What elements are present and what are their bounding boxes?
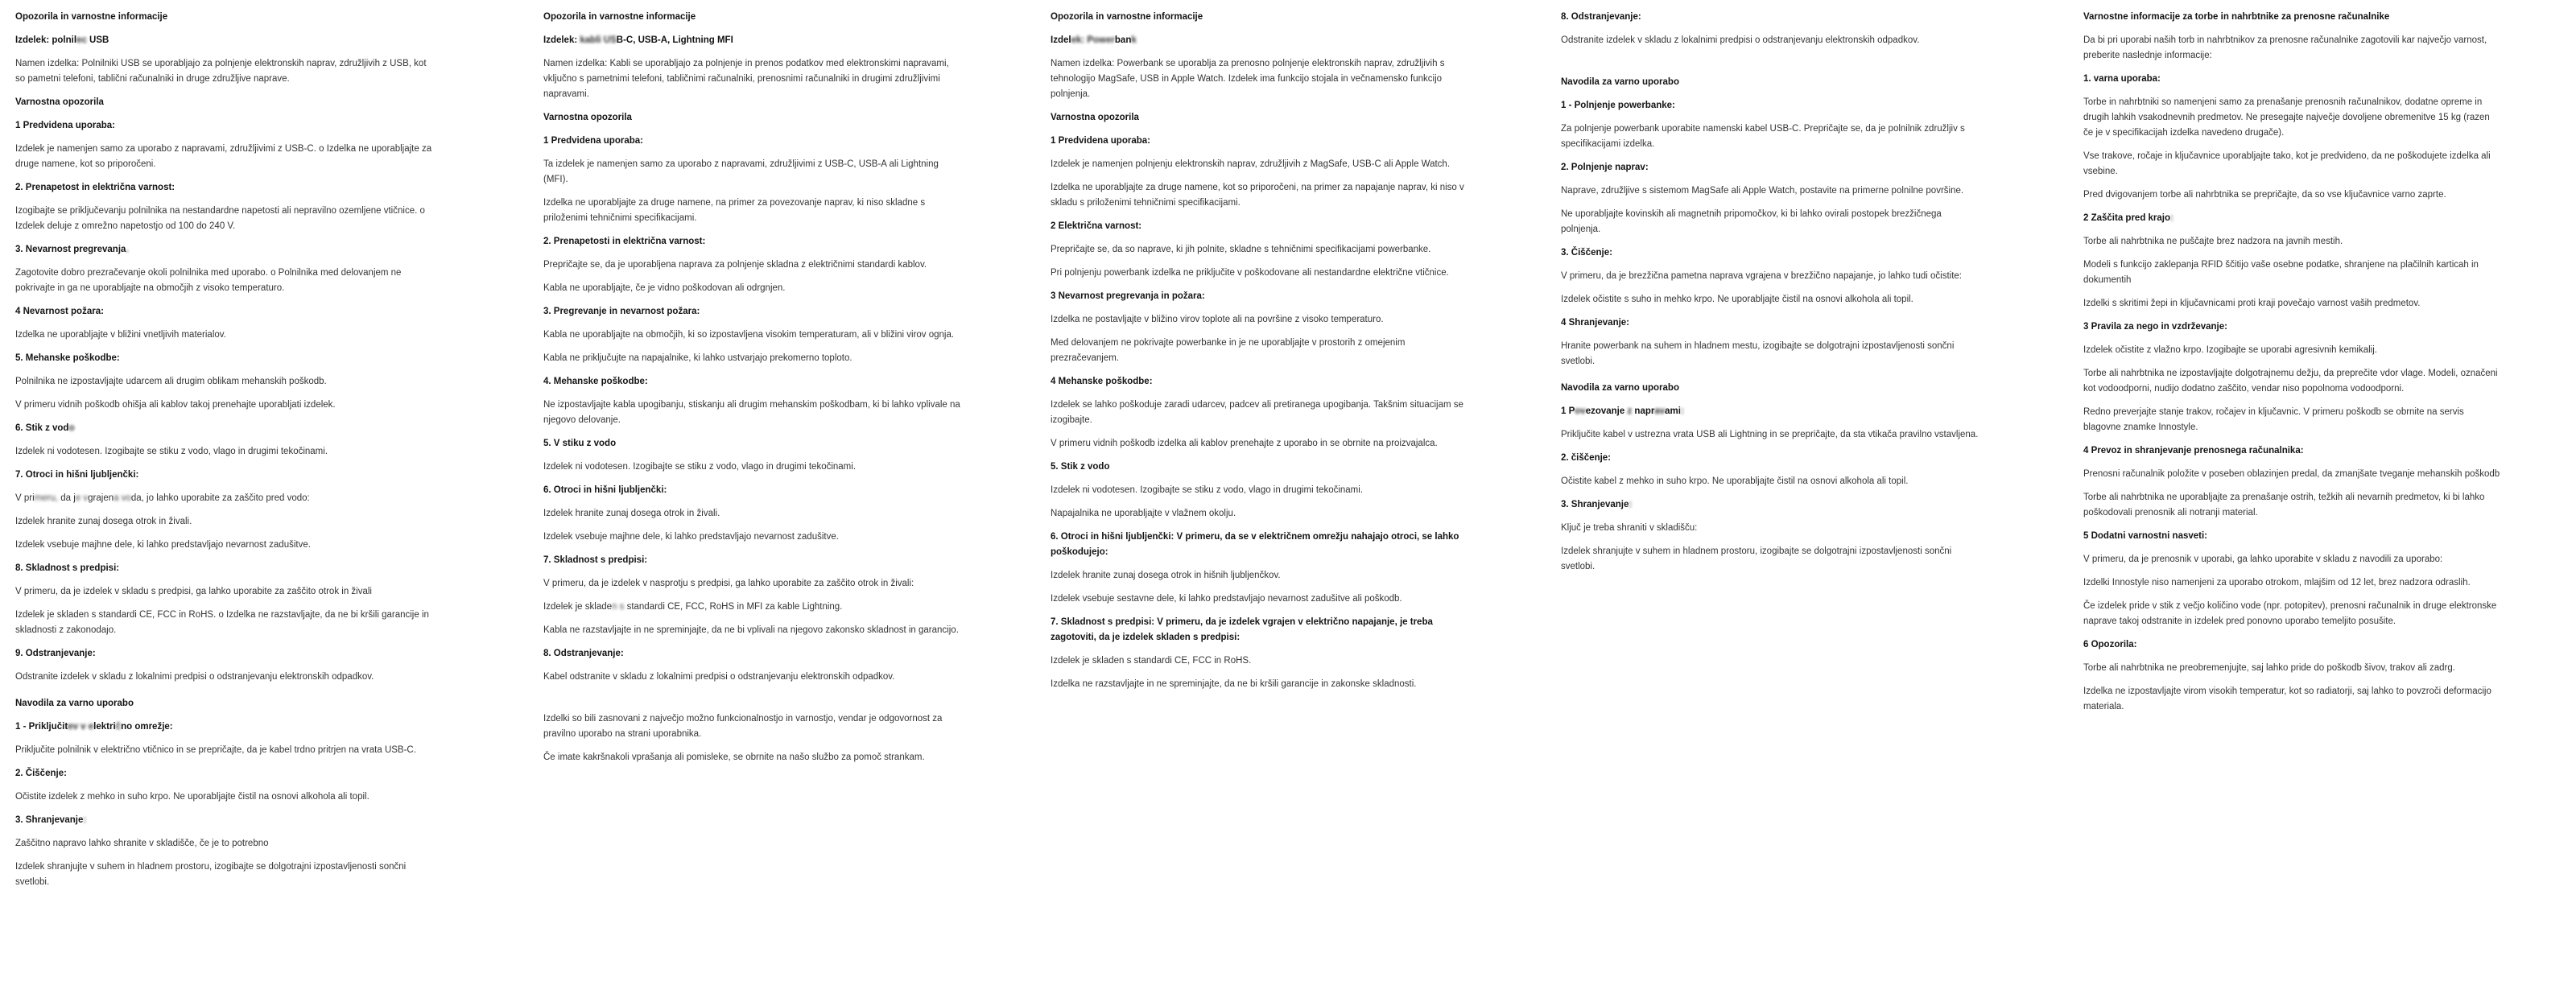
section-heading: [15, 813, 434, 828]
paragraph: Torbe ali nahrbtnika ne izpostavljajte dolgotrajnemu dežju, da preprečite vdor vlage. Modeli, označeni kot vodoodporni, nudijo dodatno zaščito, vendar niso popolnoma vodoodporni.: [2083, 369, 2498, 394]
blurred-text: ek: Pow: [1071, 35, 1107, 45]
blurred-text: :: [83, 815, 87, 825]
paragraph: Očistite izdelek z mehko in suho krpo. Ne uporabljajte čistil na osnovi alkohola ali topil.: [15, 792, 369, 802]
paragraph: Izdelki s skritimi žepi in ključavnicami proti kraji povečajo varnost vaših predmetov.: [2083, 299, 2421, 308]
section-heading: 2. Čiščenje:: [15, 769, 67, 778]
paragraph: Izdelki Innostyle niso namenjeni za uporabo otrokom, mlajšim od 12 let, brez nadzora odraslih.: [2083, 578, 2471, 588]
paragraph: Zaščitno napravo lahko shranite v skladišče, če je to potrebno: [15, 839, 269, 848]
paragraph: Izogibajte se priključevanju polnilnika na nestandardne napetosti ali nepravilno ozemljene vtičnice. o Izdelek deluje z omrežno napetostjo od 100 do 240 V.: [15, 206, 425, 231]
section-heading: 4 Mehanske poškodbe:: [1051, 377, 1153, 386]
paragraph: Med delovanjem ne pokrivajte powerbanke in je ne uporabljajte v prostorih z omejenim prezračevanjem.: [1051, 338, 1406, 363]
blurred-text: e v: [75, 493, 89, 503]
paragraph: Priključite polnilnik v električno vtičnico in se prepričajte, da je kabel trdno pritrjen na vrata USB-C.: [15, 745, 416, 755]
blurred-text: a vo: [114, 493, 131, 503]
section-heading: 4 Shranjevanje:: [1561, 318, 1630, 328]
text-segment: da, jo lahko uporabite za zaščito pred vodo:: [130, 493, 310, 503]
paragraph: Namen izdelka: Polnilniki USB se uporabljajo za polnjenje elektronskih naprav, združljivih z USB, kot so pametni telefoni, tablični računalniki in druge združljive naprave.: [15, 59, 427, 84]
section-heading: 1. varna uporaba:: [2083, 74, 2161, 84]
section-heading: Navodila za varno uporabo: [1561, 77, 1679, 87]
text-segment: 3. Nevarnost pregrevanja: [15, 245, 126, 254]
paragraph: V primeru, da je prenosnik v uporabi, ga lahko uporabite v skladu z navodili za uporabo:: [2083, 555, 2443, 564]
section-heading: 9. Odstranjevanje:: [15, 649, 96, 658]
paragraph: Izdelka ne uporabljajte v bližini vnetljivih materialov.: [15, 330, 226, 340]
section-heading: 3. Čiščenje:: [1561, 248, 1612, 258]
paragraph: Izdelki so bili zasnovani z največjo možno funkcionalnostjo in varnostjo, vendar je odgovornost za pravilno uporabo na strani uporabnika.: [543, 714, 943, 739]
section-heading: Varnostna opozorila: [15, 97, 104, 107]
column-usb-charger: [15, 10, 434, 898]
paragraph: Namen izdelka: Powerbank se uporablja za prenosno polnjenje elektronskih naprav, združljivih s tehnologijo MagSafe, USB in Apple Watch. Izdelek ima funkcijo stojala in večnamensko funkcijo polnjenja.: [1051, 59, 1445, 99]
paragraph: Hranite powerbank na suhem in hladnem mestu, izogibajte se dolgotrajni izpostavljenosti sončni svetlobi.: [1561, 341, 1955, 366]
section-heading: 3 Pravila za nego in vzdrževanje:: [2083, 322, 2227, 332]
paragraph: Kabel odstranite v skladu z lokalnimi predpisi o odstranjevanju elektronskih odpadkov.: [543, 672, 895, 682]
blurred-text: ev v e: [68, 722, 94, 732]
section-heading: [2083, 211, 2502, 226]
section-heading: 1 - Polnjenje powerbanke:: [1561, 101, 1675, 110]
paragraph: Odstranite izdelek v skladu z lokalnimi predpisi o odstranjevanju elektronskih odpadkov.: [1561, 35, 1920, 45]
blurred-text: z: [1627, 406, 1633, 416]
section-heading: 1 Predvidena uporaba:: [1051, 136, 1150, 146]
paragraph: Izdelka ne razstavljajte in ne spreminjajte, da ne bi kršili garancije in zakonske skladnosti.: [1051, 679, 1417, 689]
section-heading: 2 Električna varnost:: [1051, 221, 1142, 231]
section-heading: 3 Nevarnost pregrevanja in požara:: [1051, 291, 1205, 301]
section-heading: 2. Prenapetost in električna varnost:: [15, 183, 175, 192]
paragraph: Ta izdelek je namenjen samo za uporabo z napravami, združljivimi z USB-C, USB-A ali Lightning (MFI).: [543, 159, 939, 184]
text-segment: Izdel: [1051, 35, 1071, 45]
section-heading: [15, 719, 434, 735]
section-heading: 2. čiščenje:: [1561, 453, 1612, 463]
paragraph: Izdelek shranjujte v suhem in hladnem prostoru, izogibajte se dolgotrajni izpostavljenosti sončni svetlobi.: [15, 862, 407, 887]
text-segment: V pri: [15, 493, 35, 503]
paragraph: Izdelek je skladen s standardi CE, FCC in RoHS.: [1051, 656, 1252, 666]
paragraph: Izdelek ni vodotesen. Izogibajte se stiku z vodo, vlago in drugimi tekočinami.: [15, 447, 328, 456]
text-segment: ezovanje: [1585, 406, 1628, 416]
paragraph: Izdelek očistite s suho in mehko krpo. Ne uporabljajte čistil na osnovi alkohola ali topil.: [1561, 295, 1913, 304]
text-segment: Izdelek:: [543, 35, 580, 45]
section-heading: 5. V stiku z vodo: [543, 439, 617, 448]
paragraph: Izdelek hranite zunaj dosega otrok in hišnih ljubljenčkov.: [1051, 571, 1281, 580]
section-heading: 2. Prenapetosti in električna varnost:: [543, 237, 706, 246]
paragraph: Izdelek očistite z vlažno krpo. Izogibajte se uporabi agresivnih kemikalij.: [2083, 345, 2377, 355]
paragraph: Očistite kabel z mehko in suho krpo. Ne uporabljajte čistil na osnovi alkohola ali topil.: [1561, 476, 1909, 486]
paragraph: Ne uporabljajte kovinskih ali magnetnih pripomočkov, ki bi lahko ovirali postopek brezžičnega polnjenja.: [1561, 209, 1942, 234]
section-heading: 5. Stik z vodo: [1051, 462, 1110, 472]
paragraph: Izdelek je namenjen polnjenju elektronskih naprav, združljivih z MagSafe, USB-C ali Apple Watch.: [1051, 159, 1451, 169]
paragraph: Prenosni računalnik položite v poseben oblazinjen predal, da zmanjšate tveganje mehanskih poškodb: [2083, 469, 2500, 479]
paragraph: Polnilnika ne izpostavljajte udarcem ali drugim oblikam mehanskih poškodb.: [15, 377, 327, 386]
paragraph: Ključ je treba shraniti v skladišču:: [1561, 523, 1698, 533]
section-heading: 1 Predvidena uporaba:: [15, 121, 115, 130]
section-heading: [1561, 404, 1979, 419]
paragraph: [543, 600, 962, 615]
text-segment: 2 Zaščita pred krajo: [2083, 213, 2171, 223]
text-segment: standardi CE, FCC, RoHS in MFI za kable Lightning.: [624, 602, 843, 612]
section-heading: [1561, 497, 1979, 513]
paragraph: Torbe ali nahrbtnika ne preobremenjujte, saj lahko pride do poškodb šivov, trakov ali zadrg.: [2083, 663, 2455, 673]
text-segment: 3. Shranjevanje: [1561, 500, 1629, 509]
text-segment: 6. Stik z vod: [15, 423, 69, 433]
text-segment: ami: [1665, 406, 1681, 416]
paragraph: Pri polnjenju powerbank izdelka ne priključite v poškodovane ali nestandardne električne vtičnice.: [1051, 268, 1449, 278]
blurred-text: o: [68, 423, 75, 433]
blurred-text: :: [1680, 406, 1684, 416]
text-segment: ban: [1114, 35, 1132, 45]
section-heading: 4. Mehanske poškodbe:: [543, 377, 648, 386]
paragraph: Izdelka ne uporabljajte za druge namene, na primer za povezovanje naprav, ki niso skladne s priloženimi tehničnimi specifikacijami.: [543, 198, 926, 223]
section-heading: [15, 242, 434, 258]
text-segment: Izdelek: polnil: [15, 35, 77, 45]
paragraph: Prepričajte se, da so naprave, ki jih polnite, skladne s tehničnimi specifikacijami powerbanke.: [1051, 245, 1431, 254]
paragraph: Za polnjenje powerbank uporabite namenski kabel USB-C. Prepričajte se, da je polnilnik združljiv s specifikacijami izdelka.: [1561, 124, 1965, 149]
column-usage-instructions: [1561, 10, 1979, 583]
product-title: [15, 33, 434, 48]
section-heading: 5 Dodatni varnostni nasveti:: [2083, 531, 2208, 541]
text-segment: grajen: [88, 493, 114, 503]
text-segment: B-C, USB-A, Lightning MFI: [616, 35, 733, 45]
section-heading: 7. Skladnost s predpisi: V primeru, da je izdelek vgrajen v električno napajanje, je treba zagotoviti, da je izdelek skladen s predpisi:: [1051, 617, 1433, 642]
blurred-text: av: [1654, 406, 1666, 416]
blurred-text: ec: [76, 35, 87, 45]
text-segment: no omrežje:: [121, 722, 173, 732]
section-heading: 1 Predvidena uporaba:: [543, 136, 643, 146]
paragraph: Če imate kakršnakoli vprašanja ali pomisleke, se obrnite na našo službo za pomoč strankam.: [543, 752, 925, 762]
blurred-text: .: [126, 245, 129, 254]
paragraph: V primeru vidnih poškodb izdelka ali kablov prenehajte z uporabo in se obrnite na proizvajalca.: [1051, 439, 1438, 448]
column-cables: [543, 10, 962, 773]
paragraph: Izdelek je namenjen samo za uporabo z napravami, združljivimi z USB-C. o Izdelka ne uporabljajte za druge namene, kot so priporočeni.: [15, 144, 432, 169]
paragraph: V primeru, da je izdelek v skladu s predpisi, ga lahko uporabite za zaščito otrok in živali: [15, 587, 372, 596]
section-heading: 4 Nevarnost požara:: [15, 307, 104, 316]
blurred-text: k: [1131, 35, 1137, 45]
section-heading: Navodila za varno uporabo: [15, 699, 134, 708]
section-heading: 6. Otroci in hišni ljubljenčki:: [543, 485, 667, 495]
paragraph: Da bi pri uporabi naših torb in nahrbtnikov za prenosne računalnike zagotovili kar največjo varnost, preberite naslednje informacije:: [2083, 35, 2487, 60]
paragraph: Pred dvigovanjem torbe ali nahrbtnika se prepričajte, da so vse ključavnice varno zaprte.: [2083, 190, 2446, 200]
paragraph: Izdelek shranjujte v suhem in hladnem prostoru, izogibajte se dolgotrajni izpostavljenosti sončni svetlobi.: [1561, 546, 1952, 571]
product-title: [1051, 33, 1469, 48]
blurred-text: kabli US: [580, 35, 617, 45]
paragraph: Izdelek ni vodotesen. Izogibajte se stiku z vodo, vlago in drugimi tekočinami.: [543, 462, 857, 472]
section-heading: 7. Skladnost s predpisi:: [543, 555, 648, 565]
paragraph: Če izdelek pride v stik z večjo količino vode (npr. potopitev), prenosni računalnik in druge elektronske naprave takoj odstranite in izdelek pred ponovno uporabo temeljito posušite.: [2083, 601, 2497, 626]
section-heading: 4 Prevoz in shranjevanje prenosnega računalnika:: [2083, 446, 2304, 456]
section-heading: 2. Polnjenje naprav:: [1561, 163, 1649, 172]
section-heading: Varnostna opozorila: [543, 113, 632, 122]
paragraph: Kabla ne uporabljajte na območjih, ki so izpostavljena visokim temperaturam, ali v bližini virov ognja.: [543, 330, 955, 340]
paragraph: Namen izdelka: Kabli se uporabljajo za polnjenje in prenos podatkov med elektronskimi napravami, vključno s pametnimi telefoni, tabličnimi računalniki, prenosnimi računalniki in drugimi združljivimi napravami.: [543, 59, 949, 99]
text-segment: da j: [58, 493, 76, 503]
column-powerbank: [1051, 10, 1469, 700]
paragraph: Izdelek vsebuje sestavne dele, ki lahko predstavljajo nevarnost zadušitve ali poškodb.: [1051, 594, 1402, 604]
product-title: [543, 33, 962, 48]
paragraph: [15, 491, 434, 506]
doc-title: Varnostne informacije za torbe in nahrbtnike za prenosne računalnike: [2083, 12, 2390, 22]
paragraph: Izdelek je skladen s standardi CE, FCC in RoHS. o Izdelka ne razstavljajte, da ne bi kršili garancije in skladnosti z zakonodajo.: [15, 610, 429, 635]
paragraph: Ne izpostavljajte kabla upogibanju, stiskanju ali drugim mehanskim poškodbam, ki bi lahko vplivale na njegovo delovanje.: [543, 400, 960, 425]
section-heading: 8. Skladnost s predpisi:: [15, 563, 120, 573]
paragraph: Torbe in nahrbtniki so namenjeni samo za prenašanje prenosnih računalnikov, dodatne opreme in drugih lahkih vsakodnevnih predmetov. Ne presegajte največje dovoljene obremenitve 15 kg (razen če je v specifikacijah izdelka navedeno drugače).: [2083, 97, 2490, 138]
doc-title: Opozorila in varnostne informacije: [15, 12, 168, 22]
paragraph: Izdelek hranite zunaj dosega otrok in živali.: [15, 517, 192, 526]
text-segment: lektri: [93, 722, 116, 732]
paragraph: Izdelek hranite zunaj dosega otrok in živali.: [543, 509, 720, 518]
text-segment: napr: [1632, 406, 1655, 416]
paragraph: Kabla ne razstavljajte in ne spreminjajte, da ne bi vplivali na njegovo zakonsko skladnost in garancijo.: [543, 625, 959, 635]
paragraph: Kabla ne priključujte na napajalnike, ki lahko ustvarjajo prekomerno toploto.: [543, 353, 852, 363]
paragraph: Izdelek vsebuje majhne dele, ki lahko predstavljajo nevarnost zadušitve.: [15, 540, 311, 550]
blurred-text: ov: [1575, 406, 1586, 416]
text-segment: 1 P: [1561, 406, 1575, 416]
blurred-text: meru,: [34, 493, 59, 503]
section-heading: 3. Pregrevanje in nevarnost požara:: [543, 307, 700, 316]
paragraph: V primeru, da je izdelek v nasprotju s predpisi, ga lahko uporabite za zaščito otrok in živali:: [543, 579, 914, 588]
paragraph: Izdelek ni vodotesen. Izogibajte se stiku z vodo, vlago in drugimi tekočinami.: [1051, 485, 1364, 495]
blurred-text: č: [115, 722, 122, 732]
blurred-text: er: [1106, 35, 1115, 45]
section-heading: [15, 421, 434, 436]
paragraph: Modeli s funkcijo zaklepanja RFID ščitijo vaše osebne podatke, shranjene na plačilnih karticah in dokumentih: [2083, 260, 2479, 285]
paragraph: Torbe ali nahrbtnika ne uporabljajte za prenašanje ostrih, težkih ali nevarnih predmetov, ki bi lahko poškodovali prenosnik ali notranji material.: [2083, 493, 2485, 517]
section-heading: 8. Odstranjevanje:: [543, 649, 624, 658]
section-heading: 6. Otroci in hišni ljubljenčki: V primeru, da se v električnem omrežju nahajajo otroci, se lahko poškodujejo:: [1051, 532, 1459, 557]
section-heading: Navodila za varno uporabo: [1561, 383, 1679, 393]
paragraph: Priključite kabel v ustrezna vrata USB ali Lightning in se prepričajte, da sta vtikača pravilno vstavljena.: [1561, 430, 1979, 439]
paragraph: Izdelek se lahko poškoduje zaradi udarcev, padcev ali pretiranega upogibanja. Takšnim situacijam se izogibajte.: [1051, 400, 1463, 425]
paragraph: Odstranite izdelek v skladu z lokalnimi predpisi o odstranjevanju elektronskih odpadkov.: [15, 672, 374, 682]
text-segment: Izdelek je sklade: [543, 602, 613, 612]
blurred-text: n s: [612, 602, 625, 612]
paragraph: Redno preverjajte stanje trakov, ročajev in ključavnic. V primeru poškodb se obrnite na servis blagovne znamke Innostyle.: [2083, 407, 2464, 432]
paragraph: Napajalnika ne uporabljajte v vlažnem okolju.: [1051, 509, 1236, 518]
section-heading: 8. Odstranjevanje:: [1561, 12, 1641, 22]
paragraph: Izdelka ne izpostavljajte virom visokih temperatur, kot so radiatorji, saj lahko to povzroči deformacijo materiala.: [2083, 686, 2491, 711]
paragraph: V primeru, da je brezžična pametna naprava vgrajena v brezžično napajanje, jo lahko tudi očistite:: [1561, 271, 1962, 281]
column-laptop-bags: [2083, 10, 2502, 723]
doc-title: Opozorila in varnostne informacije: [1051, 12, 1203, 22]
paragraph: Vse trakove, ročaje in ključavnice uporabljajte tako, kot je predvideno, da ne poškodujete izdelka ali vsebine.: [2083, 151, 2491, 176]
text-segment: USB: [86, 35, 109, 45]
section-heading: 7. Otroci in hišni ljubljenčki:: [15, 470, 139, 480]
paragraph: V primeru vidnih poškodb ohišja ali kablov takoj prenehajte uporabljati izdelek.: [15, 400, 336, 410]
paragraph: Kabla ne uporabljajte, če je vidno poškodovan ali odrgnjen.: [543, 283, 786, 293]
paragraph: Izdelka ne uporabljajte za druge namene, kot so priporočeni, na primer za napajanje naprav, ki niso v skladu s priloženimi tehničnimi specifikacijami.: [1051, 183, 1464, 208]
section-heading: 5. Mehanske poškodbe:: [15, 353, 120, 363]
blurred-text: :: [1629, 500, 1633, 509]
paragraph: Izdelek vsebuje majhne dele, ki lahko predstavljajo nevarnost zadušitve.: [543, 532, 839, 542]
text-segment: 1 - Priključit: [15, 722, 68, 732]
blurred-text: :: [2170, 213, 2174, 223]
paragraph: Naprave, združljive s sistemom MagSafe ali Apple Watch, postavite na primerne polnilne površine.: [1561, 186, 1964, 196]
section-heading: Varnostna opozorila: [1051, 113, 1139, 122]
paragraph: Torbe ali nahrbtnika ne puščajte brez nadzora na javnih mestih.: [2083, 237, 2343, 246]
text-segment: 3. Shranjevanje: [15, 815, 84, 825]
paragraph: Prepričajte se, da je uporabljena naprava za polnjenje skladna z električnimi standardi kablov.: [543, 260, 927, 270]
paragraph: Zagotovite dobro prezračevanje okoli polnilnika med uporabo. o Polnilnika med delovanjem ne pokrivajte in ga ne uporabljajte na območjih z visoko temperaturo.: [15, 268, 402, 293]
doc-title: Opozorila in varnostne informacije: [543, 12, 696, 22]
section-heading: 6 Opozorila:: [2083, 640, 2137, 649]
paragraph: Izdelka ne postavljajte v bližino virov toplote ali na površine z visoko temperaturo.: [1051, 315, 1384, 324]
